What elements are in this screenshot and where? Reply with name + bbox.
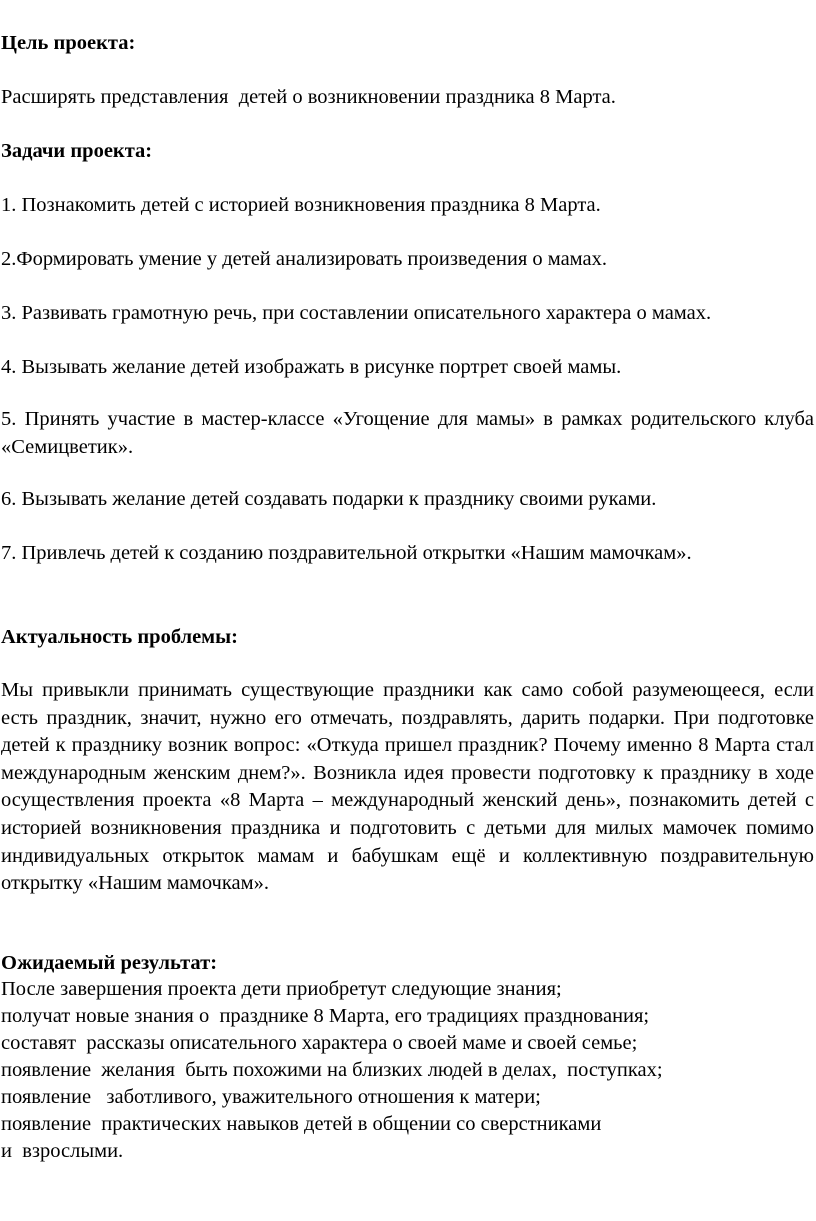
goal-heading: Цель проекта: <box>1 32 136 54</box>
task-item-2: 2.Формировать умение у детей анализировать произведения о мамах. <box>1 248 607 270</box>
result-line: появление практических навыков детей в общении со сверстниками <box>1 1113 602 1135</box>
result-line: После завершения проекта дети приобретут следующие знания; <box>1 978 562 1000</box>
task-item-3: 3. Развивать грамотную речь, при составлении описательного характера о мамах. <box>1 302 712 324</box>
task-item-1: 1. Познакомить детей с историей возникновения праздника 8 Марта. <box>1 194 601 216</box>
relevance-heading: Актуальность проблемы: <box>1 626 238 648</box>
result-line: получат новые знания о празднике 8 Марта, его традициях празднования; <box>1 1005 650 1027</box>
task-item-5: 5. Принять участие в мастер-классе «Угощение для мамы» в рамках родительского клуба «Семицветик». <box>1 408 814 458</box>
task-item-6: 6. Вызывать желание детей создавать подарки к празднику своими руками. <box>1 488 657 510</box>
task-item-4: 4. Вызывать желание детей изображать в рисунке портрет своей мамы. <box>1 356 622 378</box>
result-heading: Ожидаемый результат: <box>1 952 218 974</box>
result-line: и взрослыми. <box>1 1140 124 1162</box>
result-line: появление желания быть похожими на близких людей в делах, поступках; <box>1 1059 663 1081</box>
goal-text: Расширять представления детей о возникновении праздника 8 Марта. <box>1 86 616 108</box>
tasks-heading: Задачи проекта: <box>1 140 153 162</box>
result-line: составят рассказы описательного характера о своей маме и своей семье; <box>1 1032 638 1054</box>
task-item-7: 7. Привлечь детей к созданию поздравительной открытки «Нашим мамочкам». <box>1 542 692 564</box>
result-line: появление заботливого, уважительного отношения к матери; <box>1 1086 541 1108</box>
relevance-text: Мы привыкли принимать существующие праздники как само собой разумеющееся, если есть праздник, значит, нужно его отмечать, поздравлять, дарить подарки. При подготовке детей к празднику возник вопрос: «Откуда пришел праздник? Почему именно 8 Марта стал международным женским днем?». Возникла идея провести подготовку к празднику в ходе осуществления проекта «8 Марта – международный женский день», познакомить детей с историей возникновения праздника и подготовить с детьми для милых мамочек помимо индивидуальных открыток мамам и бабушкам ещё и коллективную поздравительную открытку «Нашим мамочкам». <box>1 679 814 895</box>
